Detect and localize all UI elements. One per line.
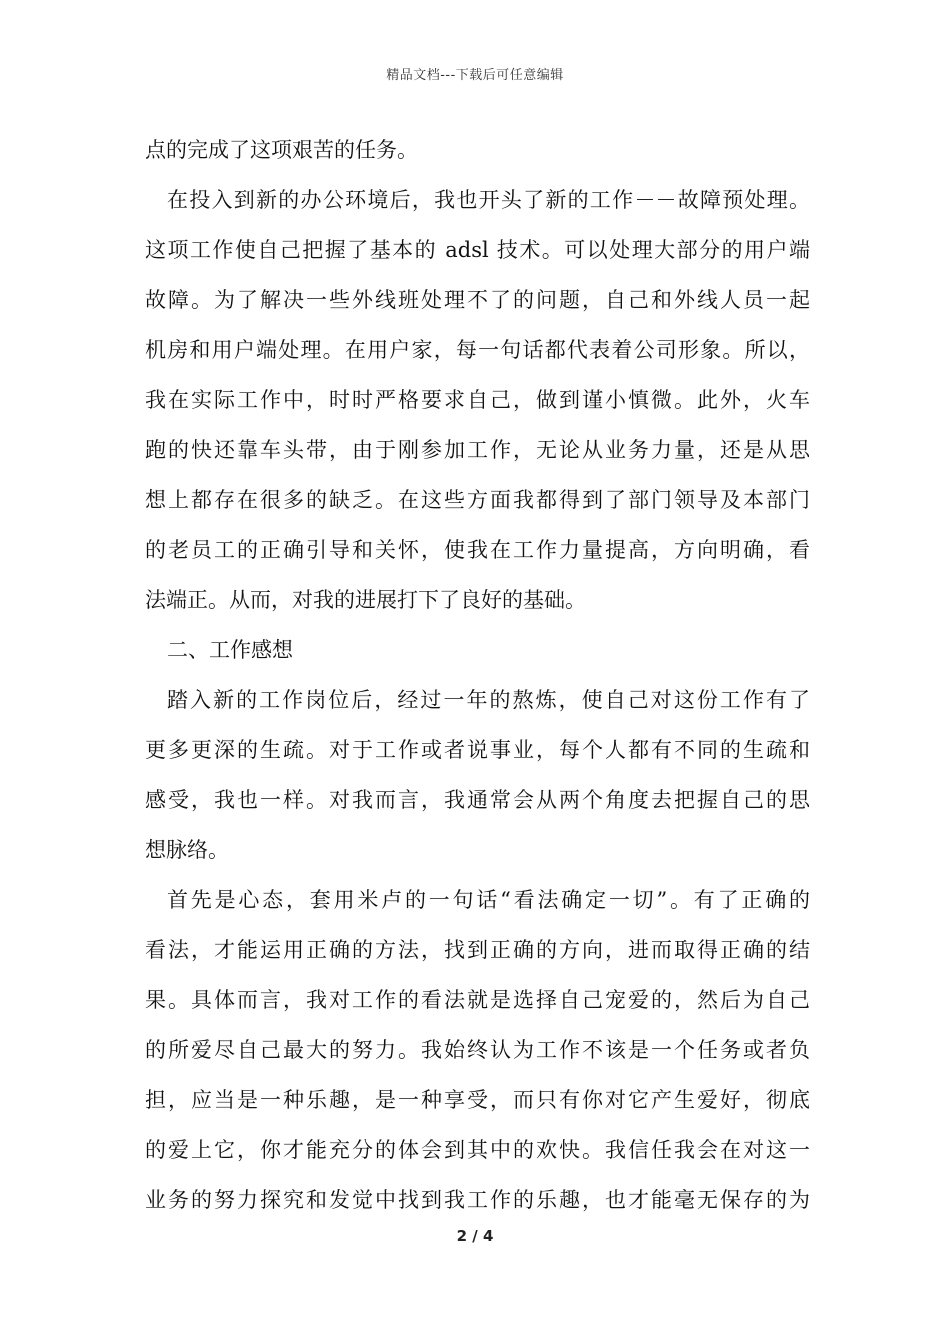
text-line: 跑的快还靠车头带，由于刚参加工作，无论从业务力量，还是从思 — [145, 438, 810, 462]
text-line: 这项工作使自己把握了基本的 adsl 技术。可以处理大部分的用户端 — [145, 238, 810, 262]
text-line: 的老员工的正确引导和关怀，使我在工作力量提高，方向明确，看 — [145, 538, 810, 562]
text-line: 机房和用户端处理。在用户家，每一句话都代表着公司形象。所以， — [145, 338, 810, 362]
text-line: 看法，才能运用正确的方法，找到正确的方向，进而取得正确的结 — [145, 938, 810, 962]
text-line: 担，应当是一种乐趣，是一种享受，而只有你对它产生爱好，彻底 — [145, 1088, 810, 1112]
text-line: 业务的努力探究和发觉中找到我工作的乐趣，也才能毫无保存的为 — [145, 1188, 810, 1212]
text-line: 更多更深的生疏。对于工作或者说事业，每个人都有不同的生疏和 — [145, 738, 810, 762]
page-header: 精品文档---下载后可任意编辑 — [386, 68, 564, 83]
page-number: 2 / 4 — [456, 1227, 494, 1245]
text-line: 的所爱尽自己最大的努力。我始终认为工作不该是一个任务或者负 — [145, 1038, 810, 1062]
document-body — [145, 125, 810, 1225]
text-line: 首先是心态，套用米卢的一句话“看法确定一切”。有了正确的 — [167, 888, 810, 912]
section-heading: 二、工作感想 — [167, 638, 293, 662]
text-line: 想上都存在很多的缺乏。在这些方面我都得到了部门领导及本部门 — [145, 488, 810, 512]
text-line: 感受，我也一样。对我而言，我通常会从两个角度去把握自己的思 — [145, 788, 810, 812]
text-line: 踏入新的工作岗位后，经过一年的熬炼，使自己对这份工作有了 — [167, 688, 810, 712]
text-line: 点的完成了这项艰苦的任务。 — [145, 138, 418, 162]
text-line: 的爱上它，你才能充分的体会到其中的欢快。我信任我会在对这一 — [145, 1138, 810, 1162]
text-line: 故障。为了解决一些外线班处理不了的问题，自己和外线人员一起 — [145, 288, 810, 312]
text-line: 我在实际工作中，时时严格要求自己，做到谨小慎微。此外，火车 — [145, 388, 810, 412]
text-line: 想脉络。 — [145, 838, 229, 862]
text-line: 果。具体而言，我对工作的看法就是选择自己宠爱的，然后为自己 — [145, 988, 810, 1012]
text-line: 法端正。从而，对我的进展打下了良好的基础。 — [145, 588, 586, 612]
text-line: 在投入到新的办公环境后，我也开头了新的工作－－故障预处理。 — [167, 188, 810, 212]
